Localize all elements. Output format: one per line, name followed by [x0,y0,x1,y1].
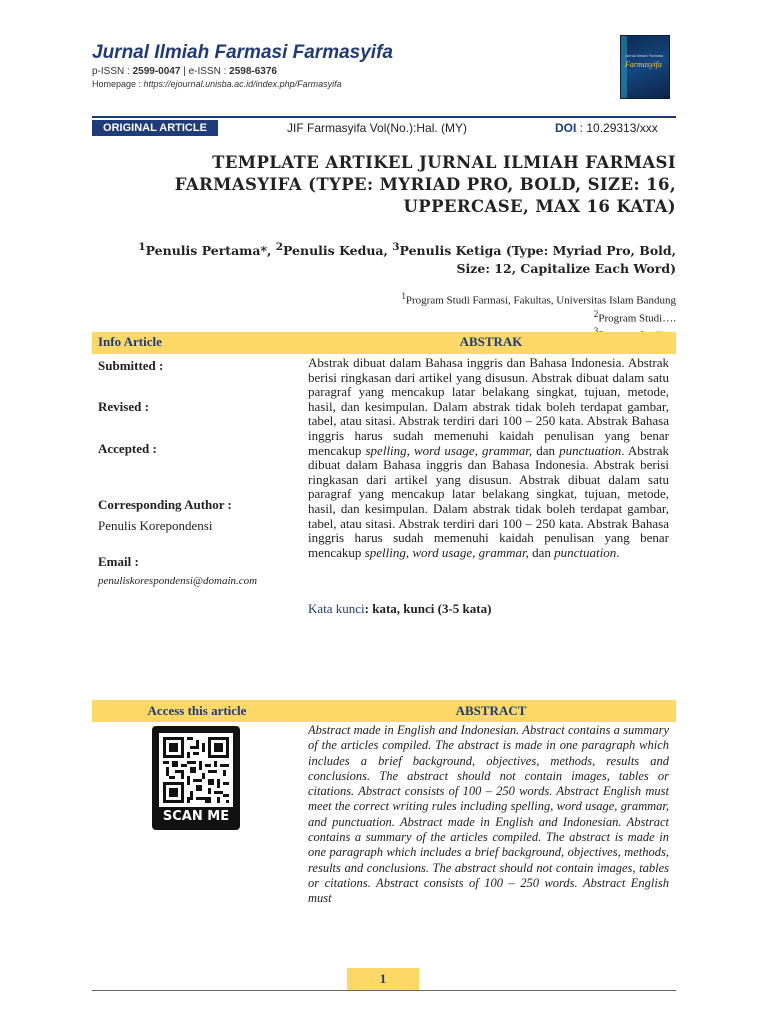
author-3: Penulis Ketiga (Type: Myriad Pro, Bold, Size: 12, Capitalize Each Word) [399,243,676,277]
author-list: $^1$Penulis Pertama*, $^2$Penulis Kedua, $^3$Penulis Ketiga (Type: Myriad Pro, Bold, Size: 12, Capitalize Each Word) [138,241,676,277]
abstrak-text: Abstrak dibuat dalam Bahasa inggris dan Bahasa Indonesia. Abstrak berisi ringkasan dari artikel yang disusun. Abstrak dibuat dalam satu paragraf yang mencakup latar belakang singkat, tujuan, metode, hasil, dan kesimpulan. Dalam abstrak tidak boleh terdapat gambar, tabel, atau sitasi. Abstrak terdiri dari 100 – 250 kata. Abstrak Bahasa inggris harus sudah memenuhi kaidah penulisan yang benar mencakup spelling, word usage, grammar, dan punctuation. Abstrak dibuat dalam Bahasa inggris dan Bahasa Indonesia. Abstrak berisi ringkasan dari artikel yang disusun. Abstrak dibuat dalam satu paragraf yang mencakup latar belakang singkat, tujuan, metode, hasil, dan kesimpulan. Dalam abstrak tidak boleh terdapat gambar, tabel, atau sitasi. Abstrak terdiri dari 100 – 250 kata. Abstrak Bahasa inggris harus sudah memenuhi kaidah penulisan yang benar mencakup spelling, word usage, grammar, dan punctuation. [308,355,669,560]
qr-code-icon [163,737,229,803]
abstract-text: Abstract made in English and Indonesian. Abstract contains a summary of the articles compiled. The abstract is made in one paragraph which includes a brief background, objectives, methods, results and conclusions. The abstract should not contain images, tables or citations. Abstract consists of 100 – 250 words. Abstract English must meet the correct writing rules including spelling, word usage, grammar, and punctuation. Abstract made in English and Indonesian. Abstract contains a summary of the articles compiled. The abstract is made in one paragraph which includes a brief background, objectives, methods, results and conclusions. The abstract should not contain images, tables or citations. Abstract consists of 100 – 250 words. Abstract English must [308,723,669,906]
pissn-value: 2599-0047 [132,66,181,77]
qr-code[interactable] [152,726,240,830]
page-number: 1 [347,968,419,990]
scan-me-label: SCAN ME [162,809,230,824]
submitted-label: Submitted : [98,358,164,373]
journal-issn: p-ISSN : 2599-0047 | e-ISSN : 2598-6376 [92,66,277,77]
accepted-label: Accepted : [98,441,157,456]
journal-cover-image [620,35,670,99]
homepage-link[interactable]: https://ejournal.unisba.ac.id/index.php/Farmasyifa [143,79,342,89]
revised-label: Revised : [98,399,149,414]
email-label: Email : [98,554,139,569]
doi-line [555,121,658,135]
email-value[interactable]: penuliskorespondensi@domain.com [98,575,258,587]
corresponding-author-name: Penulis Korepondensi [98,518,213,533]
info-article-heading: Info Article [98,334,162,349]
author-1: Penulis Pertama*, [145,243,276,259]
abstrak-heading: ABSTRAK [459,334,523,349]
access-article-heading: Access this article [147,703,247,718]
cover-subtitle: Jurnal Ilmiah Farmasi [625,53,664,58]
footer-divider [92,990,676,991]
journal-title: Jurnal Ilmiah Farmasi Farmasyifa [92,42,393,63]
article-type-badge: ORIGINAL ARTICLE [92,120,218,136]
header-divider [92,116,676,118]
doi-label: DOI [555,121,577,135]
affiliation-2: $^2$Program Studi…. [593,308,676,325]
author-2: Penulis Kedua, [282,243,393,259]
qr-pattern [159,733,233,807]
keywords-value: : kata, kunci (3-5 kata) [364,601,492,616]
keywords-label: Kata kunci [308,601,365,616]
abstract-heading: ABSTRACT [455,703,527,718]
affiliation-1: $^1$Program Studi Farmasi, Fakultas, Universitas Islam Bandung [401,291,676,307]
journal-homepage: Homepage : https://ejournal.unisba.ac.id/index.php/Farmasyifa [92,79,342,89]
eissn-value: 2598-6376 [229,66,277,77]
article-title: TEMPLATE ARTIKEL JURNAL ILMIAH FARMASI FARMASYIFA (TYPE: MYRIAD PRO, BOLD, SIZE: 16, UPPERCASE, MAX 16 KATA) [174,153,676,216]
keywords [308,601,491,617]
doi-value[interactable]: : 10.29313/xxx [576,121,658,135]
corresponding-author-label: Corresponding Author : [98,497,232,512]
cover-title: Farmasyifa [625,60,662,69]
citation-line: JIF Farmasyifa Vol(No.):Hal. (MY) [287,121,468,135]
